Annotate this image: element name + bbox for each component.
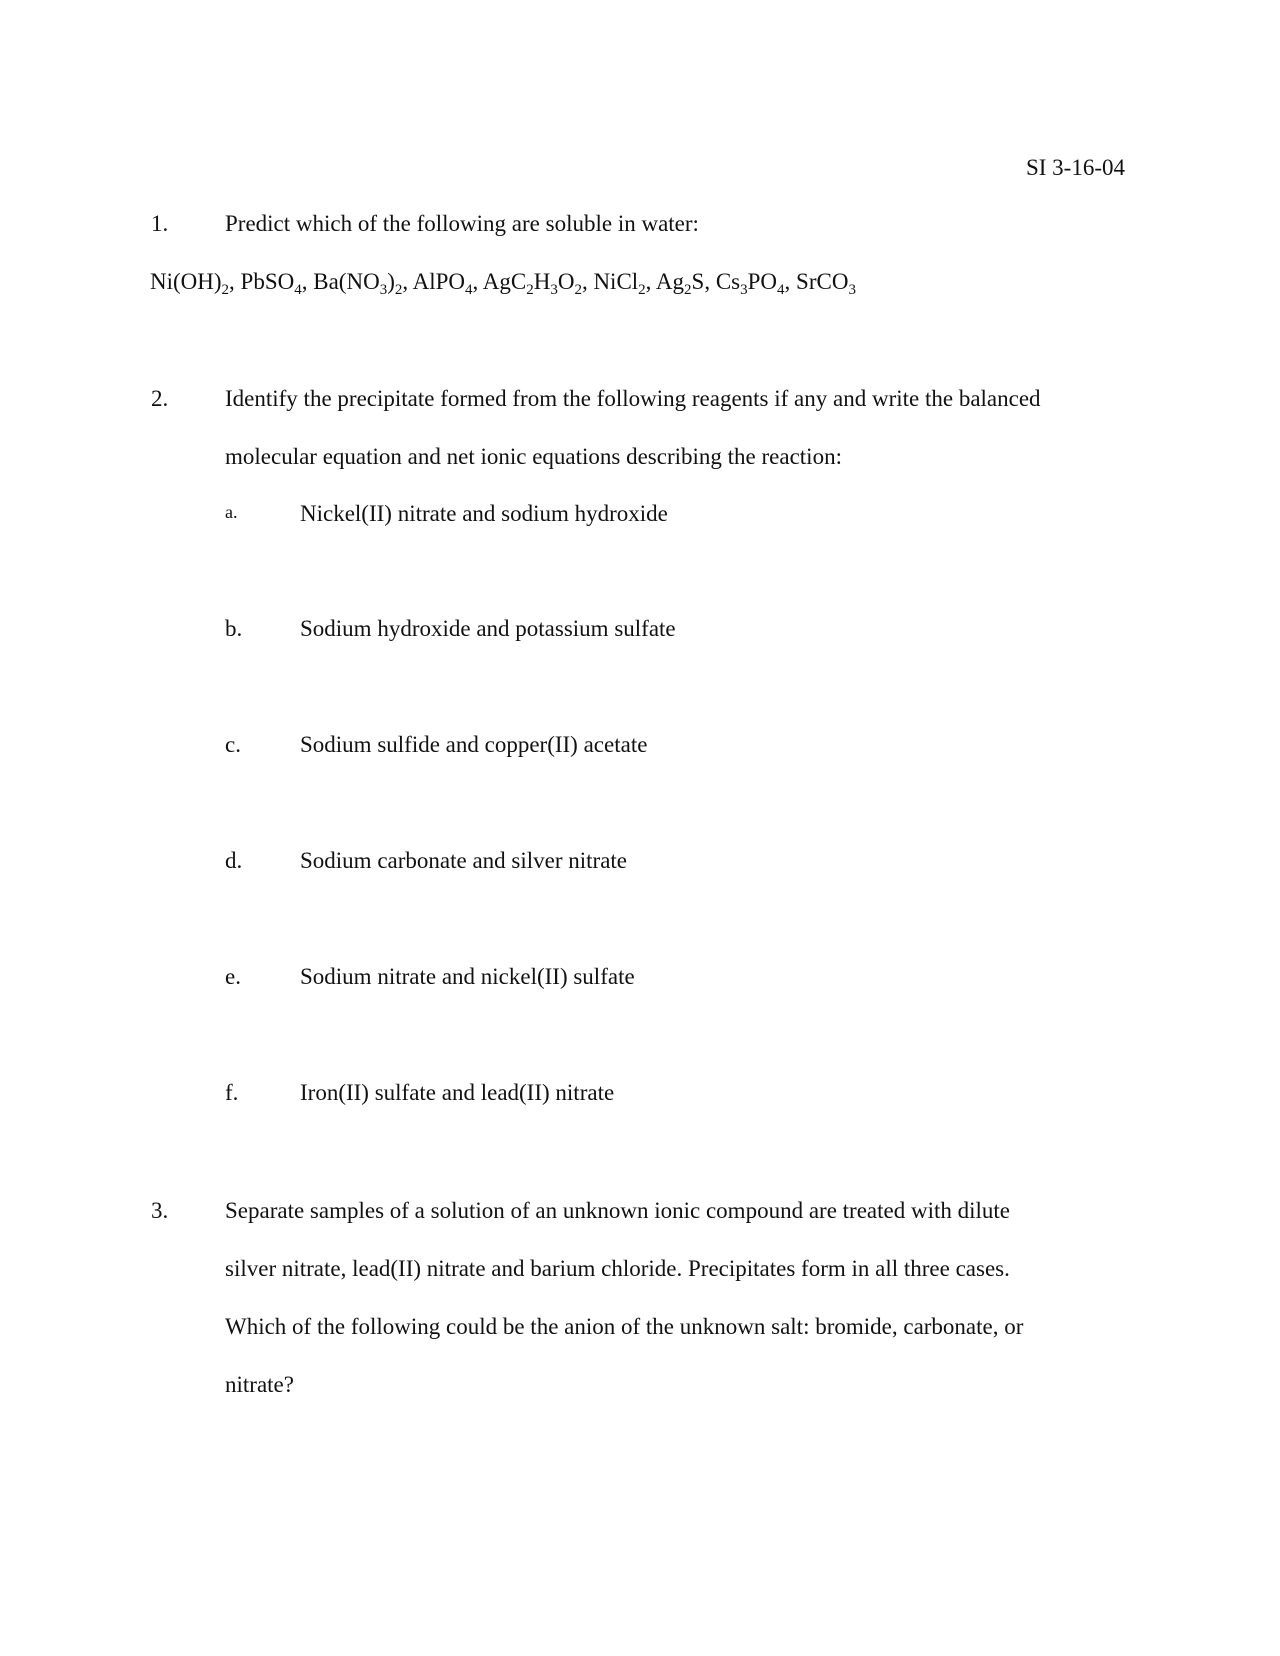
compound-separator: , [402, 269, 413, 294]
item-b-text: Sodium hydroxide and potassium sulfate [300, 616, 676, 641]
item-f-letter: f. [225, 1080, 239, 1105]
question-2-number: 2. [151, 386, 169, 411]
compound-separator: , [784, 269, 797, 294]
compound-separator: , [472, 269, 483, 294]
compound-separator: , [581, 269, 594, 294]
item-a-text: Nickel(II) nitrate and sodium hydroxide [300, 501, 668, 526]
compound-formula: $Ag_2S$ [655, 269, 705, 298]
question-3-line-4: nitrate? [225, 1372, 294, 1397]
item-c-letter: c. [225, 732, 241, 757]
compound-formula: $Cs_3PO_4$ [715, 269, 785, 298]
item-e-letter: e. [225, 964, 241, 989]
question-1-text: Predict which of the following are soluble in water: [225, 211, 699, 236]
item-a-letter: a. [225, 502, 238, 522]
question-3-number: 3. [151, 1198, 169, 1223]
item-b-letter: b. [225, 616, 243, 641]
question-2-line-1: Identify the precipitate formed from the following reagents if any and write the balanced [225, 386, 1041, 411]
compound-separator: , [301, 269, 314, 294]
compound-formula: $AgC_2H_3O_2$ [482, 269, 582, 298]
compound-formula: PbSO$_4$ [240, 269, 302, 298]
question-3-line-1: Separate samples of a solution of an unknown ionic compound are treated with dilute [225, 1198, 1010, 1223]
compound-formula: $Ni(OH)_2$ [150, 269, 230, 298]
item-d-text: Sodium carbonate and silver nitrate [300, 848, 628, 873]
document-code: SI 3-16-04 [1025, 155, 1125, 180]
item-c-text: Sodium sulfide and copper(II) acetate [300, 732, 648, 757]
item-d-letter: d. [225, 848, 243, 873]
question-2-line-2: molecular equation and net ionic equations describing the reaction: [225, 444, 842, 469]
compound-formula: $Ba(NO_3)_2$ [313, 269, 403, 298]
compound-list [150, 269, 856, 298]
item-e-text: Sodium nitrate and nickel(II) sulfate [300, 964, 635, 989]
question-1-number: 1. [151, 211, 169, 236]
compound-formula: SrCO$_3$ [796, 269, 856, 298]
compound-separator: , [645, 269, 656, 294]
compound-formula: NiCl$_2$ [593, 269, 646, 298]
item-f-text: Iron(II) sulfate and lead(II) nitrate [300, 1080, 615, 1105]
compound-separator: , [229, 269, 241, 294]
compound-formula: AlPO$_4$ [412, 269, 473, 298]
compound-separator: , [704, 269, 716, 294]
question-3-line-3: Which of the following could be the anion of the unknown salt: bromide, carbonate, or [225, 1314, 1024, 1339]
question-3-line-2: silver nitrate, lead(II) nitrate and barium chloride. Precipitates form in all three cases. [225, 1256, 1010, 1281]
